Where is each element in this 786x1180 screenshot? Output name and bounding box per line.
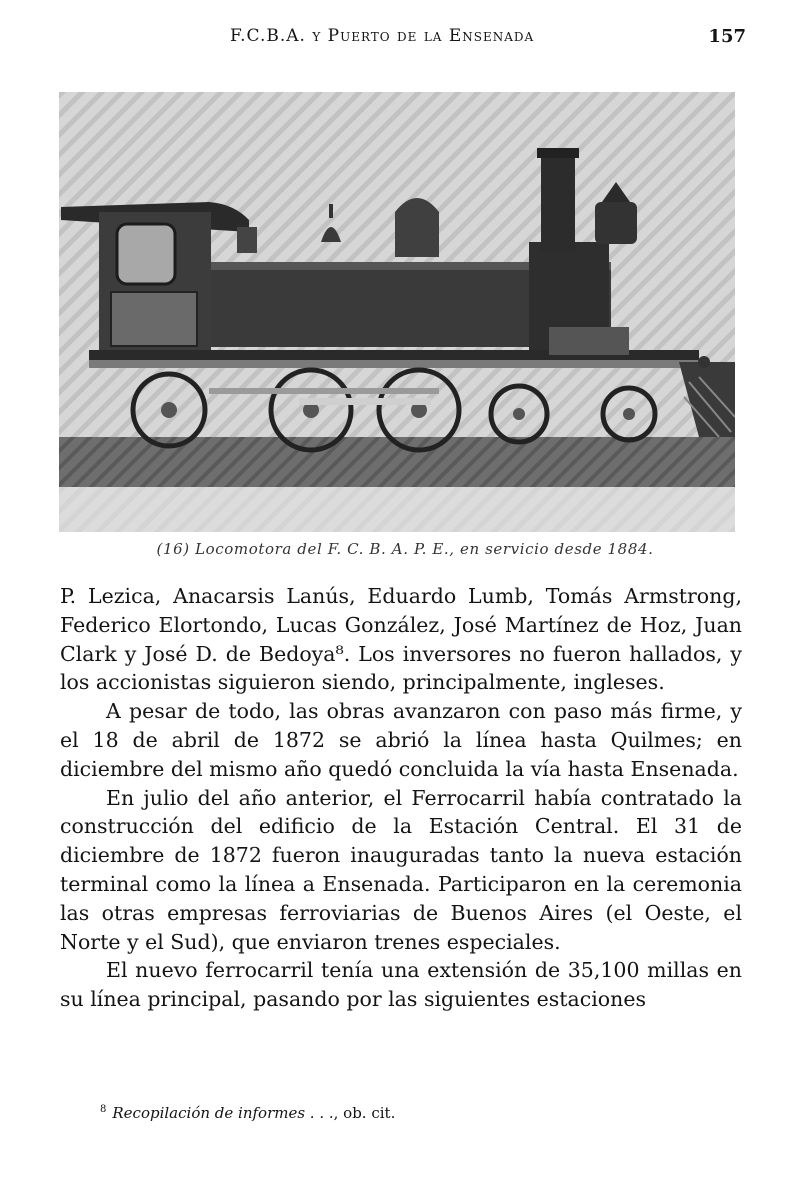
running-title: F.C.B.A. y Puerto de la Ensenada xyxy=(230,26,535,46)
paragraph: El nuevo ferrocarril tenía una extensión de 35,100 millas en su línea principal, pasando por las siguientes estaciones xyxy=(60,958,742,1012)
running-header xyxy=(60,26,750,52)
footnote-source-title: Recopilación de informes . . . xyxy=(112,1104,334,1122)
body-text xyxy=(60,582,742,1014)
paragraph: A pesar de todo, las obras avanzaron con paso más firme, y el 18 de abril de 1872 se abrió la línea hasta Quilmes; en diciembre del mismo año quedó concluida la vía hasta Ensenada. xyxy=(60,699,742,781)
paragraph: P. Lezica, Anacarsis Lanús, Eduardo Lumb, Tomás Armstrong, Federico Elortondo, Lucas González, José Martínez de Hoz, Juan Clark y José D. de Bedoya⁸. Los inversores no fueron hallados, y los accionistas siguieron siendo, principalmente, ingleses. xyxy=(60,584,742,695)
paragraph: En julio del año anterior, el Ferrocarril había contratado la construcción del edificio de la Estación Central. El 31 de diciembre de 1872 fueron inauguradas tanto la nueva estación terminal como la línea a Ensenada. Participaron en la ceremonia las otras empresas ferroviarias de Buenos Aires (el Oeste, el Norte y el Sud), que enviaron trenes especiales. xyxy=(60,785,742,954)
figure-caption: (16) Locomotora del F. C. B. A. P. E., en servicio desde 1884. xyxy=(156,540,654,558)
footnote-marker: 8 xyxy=(100,1104,107,1115)
page-number: 157 xyxy=(708,26,746,47)
footnote-citation: , ob. cit. xyxy=(333,1104,396,1122)
locomotive-photo xyxy=(59,92,735,532)
footnote xyxy=(100,1104,395,1122)
